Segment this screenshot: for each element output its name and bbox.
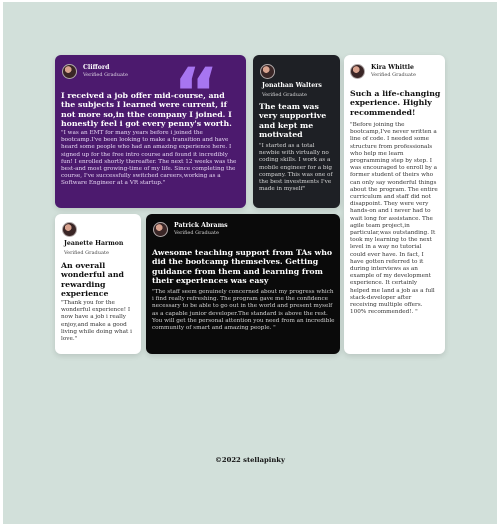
card-header <box>153 222 228 237</box>
quote-mark-icon: “ <box>173 53 220 135</box>
testimonial-card-patrick <box>146 214 340 354</box>
avatar <box>350 64 365 79</box>
author-role: Verified Graduate <box>371 72 416 79</box>
author-role: Verified Graduate <box>64 250 109 256</box>
testimonial-card-kira <box>344 55 445 354</box>
testimonial-body: "Thank you for the wonderful experience! I now have a job i really enjoy,and make a good living while doing what i love." <box>61 300 132 343</box>
author-role: Verified Graduate <box>262 92 307 98</box>
testimonial-headline: Such a life-changing experience. Highly recommended! <box>350 89 441 117</box>
author-name: Clifford <box>83 63 110 71</box>
testimonial-body: "The staff seem genuinely concerned about my progress which i find really refreshing. The program gave me the confidence necessary to be able to go out in the world and present myself as a capable junior developer.The standard is above the rest. You will get the personal attention you need from an incredible community of smart and amazing people. " <box>152 289 335 332</box>
testimonial-card-clifford <box>55 55 246 208</box>
author-name: Kira Whittle <box>371 63 414 71</box>
testimonial-card-jeanette <box>55 214 141 354</box>
avatar <box>62 222 77 237</box>
author-role: Verified Graduate <box>83 72 128 79</box>
testimonial-body: "I started as a total newbie with virtually no coding skills. I work as a mobile engineer for a big company. This was one of the best investments I've made in myself" <box>259 143 333 193</box>
card-header <box>260 64 275 79</box>
avatar <box>153 222 168 237</box>
avatar <box>62 64 77 79</box>
author-role: Verified Graduate <box>174 230 219 237</box>
testimonial-headline: The team was very supportive and kept me motivated <box>259 102 327 140</box>
card-header <box>350 64 416 79</box>
testimonial-headline: Awesome teaching support from TAs who did the bootcamp themselves. Getting guidance from them and learning from their experiences was easy <box>152 248 333 286</box>
testimonial-card-jonathan <box>253 55 340 208</box>
author-name: Jeanette Harmon <box>64 240 124 247</box>
author-name: Patrick Abrams <box>174 221 228 229</box>
card-header <box>62 222 77 237</box>
testimonial-headline: I received a job offer mid-course, and the subjects I learned were current, if not more so,in tthe company I joined. I honestly feel i got every penny's worth. <box>61 91 232 129</box>
testimonial-body: "Before joining the bootcamp,I've never written a line of code. I needed some structure from professionals who help me learn programming step by step. I was encouraged to enroll by a former student of theirs who can only say wonderful things about the program. The entire curriculum and staff did not disappoint. They were very hands-on and i never had to wait long for assistance. The agile team project,in particular,was outstanding. It took my learning to the next level in a way no tutorial could ever have. In fact, I have gotten referred to it during interviews as an example of my development experience. It certainly helped me land a job as a full stack-developer after receiving multiple offers. 100% recommended!. " <box>350 122 438 316</box>
author-name: Jonathan Walters <box>262 82 322 89</box>
footer-credit: ©2022 stellapinky <box>215 456 285 464</box>
avatar <box>260 64 275 79</box>
testimonial-body: "I was an EMT for many years before i joined the bootcamp.I've been looking to make a transition and have heard some people who had an amazing experience here. I signed up for the free intro course and found it incredibly fun! I enrolled shortly thereafter. The next 12 weeks was the best-and most growing-time of my life. Since completing the course, I've successfully switched careers,working as a Software Engineer at a VR startup." <box>61 130 237 187</box>
card-header <box>62 64 128 79</box>
page-background <box>3 2 497 524</box>
testimonial-headline: An overall wonderful and rewarding experience <box>61 261 124 299</box>
